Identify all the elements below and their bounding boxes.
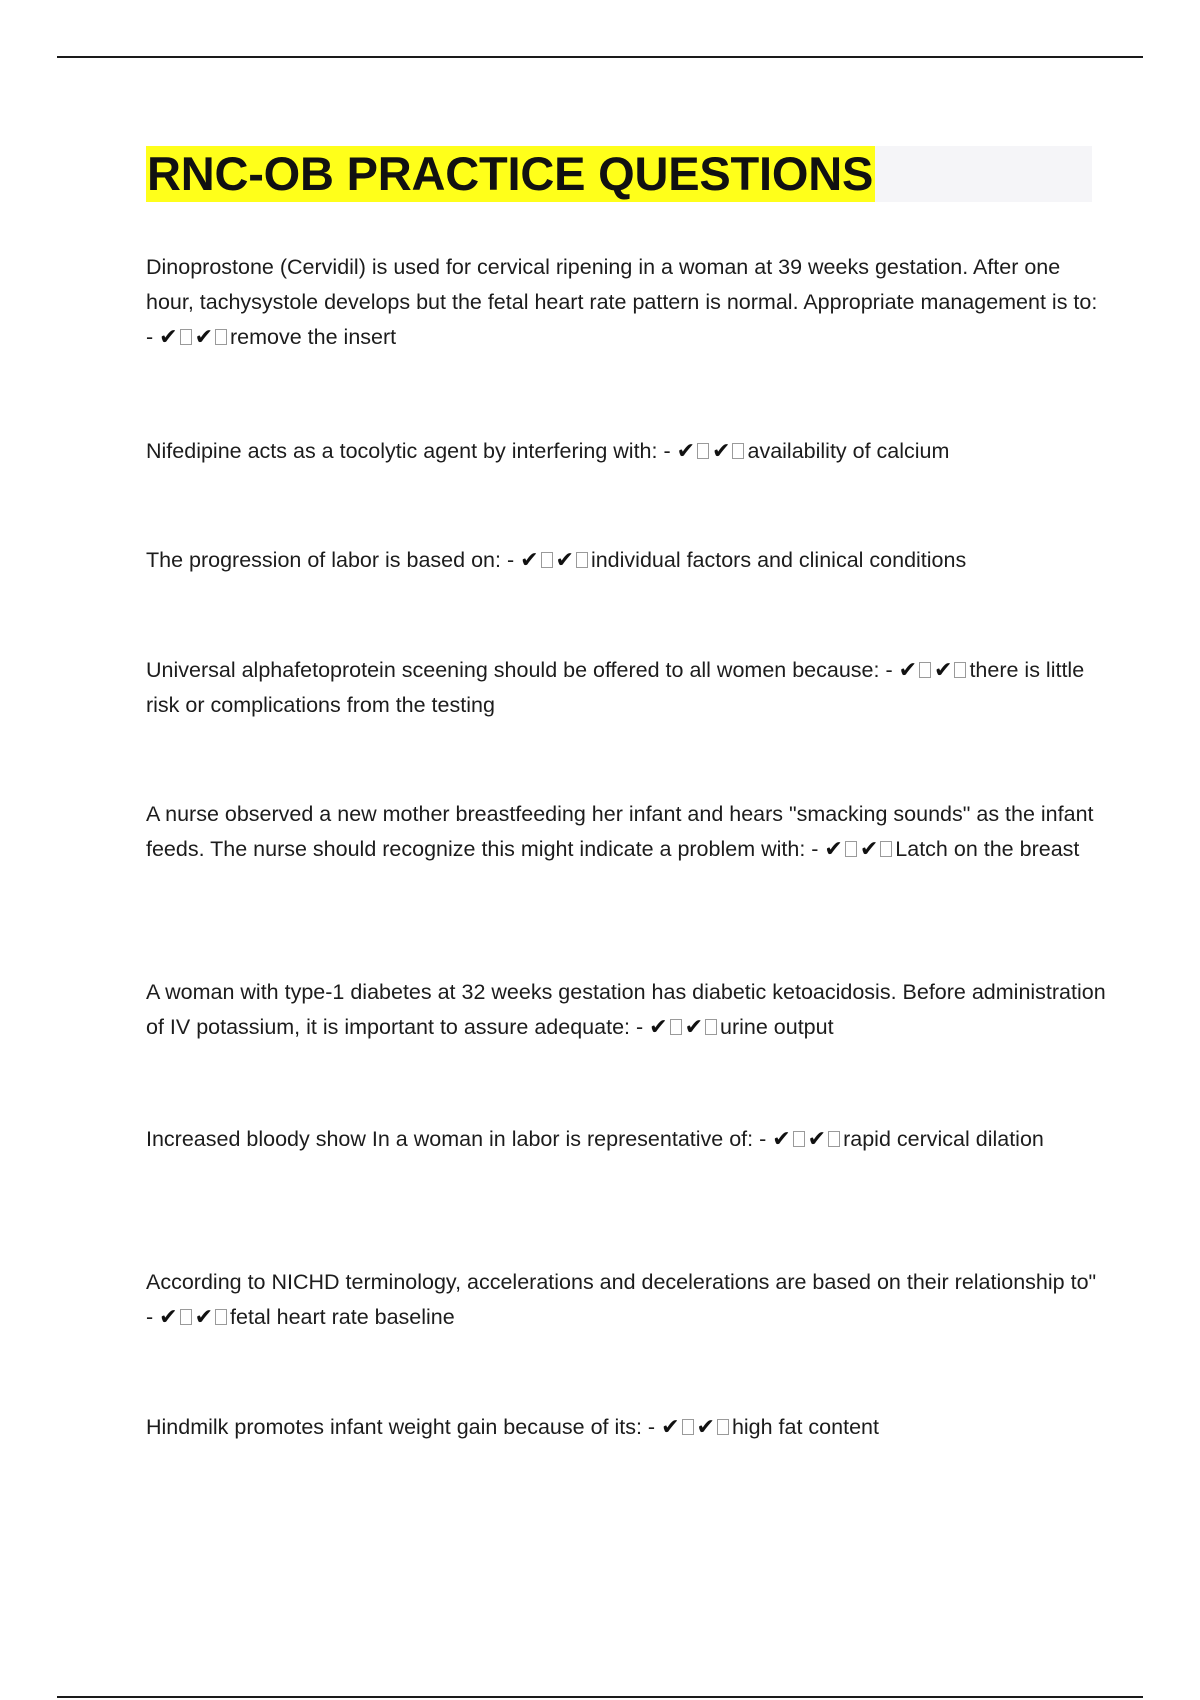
box-icon bbox=[880, 841, 892, 857]
box-icon bbox=[845, 841, 857, 857]
separator: - bbox=[630, 1015, 650, 1039]
box-icon bbox=[697, 443, 709, 459]
check-icon: ✔ bbox=[194, 1305, 214, 1330]
qa-item bbox=[146, 1122, 1106, 1157]
check-icon: ✔ bbox=[159, 1305, 178, 1330]
check-icon: ✔ bbox=[159, 325, 178, 350]
check-icon: ✔ bbox=[712, 439, 731, 464]
qa-item bbox=[146, 434, 1106, 469]
qa-item bbox=[146, 975, 1106, 1045]
check-icon: ✔ bbox=[859, 837, 879, 862]
check-icon: ✔ bbox=[194, 325, 214, 350]
box-icon bbox=[215, 1309, 227, 1325]
box-icon bbox=[793, 1131, 805, 1147]
box-icon bbox=[670, 1019, 682, 1035]
box-icon bbox=[180, 1309, 192, 1325]
question-text: A nurse observed a new mother breastfeeding her infant and hears "smacking sounds" as the infant feeds. The nurse should recognize this might indicate a problem with: bbox=[146, 802, 1094, 861]
page-title: RNC-OB PRACTICE QUESTIONS bbox=[147, 147, 874, 200]
answer-text: high fat content bbox=[731, 1415, 879, 1439]
check-icon: ✔ bbox=[676, 439, 696, 464]
check-icon: ✔ bbox=[934, 658, 953, 683]
separator: - bbox=[146, 325, 160, 349]
answer-text: individual factors and clinical conditions bbox=[590, 548, 967, 572]
check-icon: ✔ bbox=[684, 1015, 703, 1040]
box-icon bbox=[717, 1419, 729, 1435]
separator: - bbox=[146, 1305, 160, 1329]
separator: - bbox=[657, 439, 677, 463]
box-icon bbox=[828, 1131, 840, 1147]
qa-item bbox=[146, 1410, 1106, 1445]
top-rule bbox=[57, 56, 1143, 58]
check-icon: ✔ bbox=[898, 658, 918, 683]
separator: - bbox=[805, 837, 825, 861]
question-text: The progression of labor is based on: bbox=[146, 548, 501, 572]
question-text: According to NICHD terminology, accelerations and decelerations are based on their relationship to" bbox=[146, 1270, 1097, 1294]
qa-item bbox=[146, 797, 1106, 867]
bottom-rule bbox=[57, 1696, 1143, 1698]
qa-item bbox=[146, 1265, 1106, 1335]
check-icon: ✔ bbox=[824, 837, 843, 862]
box-icon bbox=[919, 662, 931, 678]
box-icon bbox=[705, 1019, 717, 1035]
separator: - bbox=[753, 1127, 773, 1151]
question-text: Nifedipine acts as a tocolytic agent by interfering with: bbox=[146, 439, 658, 463]
answer-text: rapid cervical dilation bbox=[843, 1127, 1044, 1151]
box-icon bbox=[732, 443, 744, 459]
check-icon: ✔ bbox=[520, 548, 539, 573]
check-icon: ✔ bbox=[649, 1015, 668, 1040]
separator: - bbox=[641, 1415, 662, 1439]
check-icon: ✔ bbox=[555, 548, 574, 573]
check-icon: ✔ bbox=[807, 1127, 827, 1152]
answer-text: remove the insert bbox=[230, 325, 397, 349]
qa-item bbox=[146, 543, 1106, 578]
question-text: A woman with type-1 diabetes at 32 weeks gestation has diabetic ketoacidosis. Before administration of IV potassium, it is important to assure adequate: bbox=[146, 980, 1106, 1039]
question-text: Hindmilk promotes infant weight gain because of its: bbox=[146, 1415, 642, 1439]
answer-text: urine output bbox=[720, 1015, 834, 1039]
answer-text: fetal heart rate baseline bbox=[230, 1305, 455, 1329]
answer-text: Latch on the breast bbox=[895, 837, 1080, 861]
qa-item bbox=[146, 653, 1106, 723]
check-icon: ✔ bbox=[661, 1415, 680, 1440]
check-icon: ✔ bbox=[772, 1127, 791, 1152]
separator: - bbox=[500, 548, 521, 572]
check-icon: ✔ bbox=[696, 1415, 715, 1440]
question-text: Dinoprostone (Cervidil) is used for cervical ripening in a woman at 39 weeks gestation. After one hour, tachysystole develops but the fetal heart rate pattern is normal. Appropriate management is to: bbox=[146, 255, 1098, 314]
box-icon bbox=[215, 329, 227, 345]
separator: - bbox=[879, 658, 899, 682]
answer-text: availability of calcium bbox=[747, 439, 950, 463]
box-icon bbox=[576, 552, 588, 568]
answer-text: there is little risk or complications from the testing bbox=[146, 658, 1085, 717]
question-text: Universal alphafetoprotein sceening should be offered to all women because: bbox=[146, 658, 880, 682]
title-banner bbox=[146, 146, 1092, 202]
box-icon bbox=[682, 1419, 694, 1435]
box-icon bbox=[180, 329, 192, 345]
qa-item bbox=[146, 250, 1106, 355]
box-icon bbox=[541, 552, 553, 568]
question-text: Increased bloody show In a woman in labor is representative of: bbox=[146, 1127, 754, 1151]
box-icon bbox=[954, 662, 966, 678]
